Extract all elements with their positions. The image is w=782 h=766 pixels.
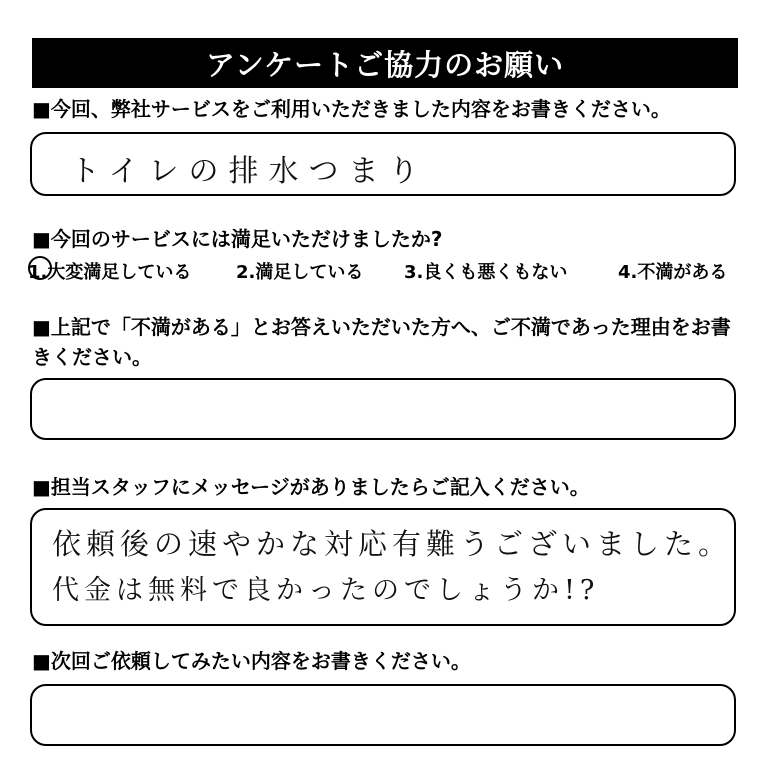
question-1-answer-text: トイレの排水つまり <box>70 154 429 189</box>
question-4-answer-box[interactable] <box>30 508 736 626</box>
option-label: 4.不満がある <box>618 262 728 283</box>
question-1-label: ■今回、弊社サービスをご利用いただきました内容をお書きください。 <box>32 97 671 121</box>
question-2-label: ■今回のサービスには満足いただけましたか? <box>32 227 443 251</box>
question-5-answer-box[interactable] <box>30 684 736 746</box>
option-label: 1.大変満足している <box>28 262 192 283</box>
satisfaction-options <box>22 258 740 286</box>
option-neutral[interactable] <box>404 258 567 284</box>
question-5-label: ■次回ご依頼してみたい内容をお書きください。 <box>32 649 471 673</box>
question-4-answer-line-1: 依頼後の速やかな対応有難うございました。 <box>52 527 733 561</box>
survey-title-banner <box>32 38 738 88</box>
option-dissatisfied[interactable] <box>618 258 727 284</box>
option-very-satisfied[interactable] <box>28 258 191 284</box>
option-label: 2.満足している <box>236 262 364 283</box>
selected-circle-mark <box>28 256 52 280</box>
survey-title: アンケートご協力のお願い <box>205 47 565 82</box>
question-4-answer-line-2: 代金は無料で良かったのでしょうか!? <box>52 575 600 606</box>
question-3-label: ■上記で「不満がある」とお答えいただいた方へ、ご不満であった理由をお書きください。 <box>32 315 731 369</box>
question-4-label: ■担当スタッフにメッセージがありましたらご記入ください。 <box>32 475 590 499</box>
option-satisfied[interactable] <box>236 258 363 284</box>
option-label: 3.良くも悪くもない <box>404 262 568 283</box>
question-1-answer-box[interactable] <box>30 132 736 196</box>
question-3-answer-box[interactable] <box>30 378 736 440</box>
